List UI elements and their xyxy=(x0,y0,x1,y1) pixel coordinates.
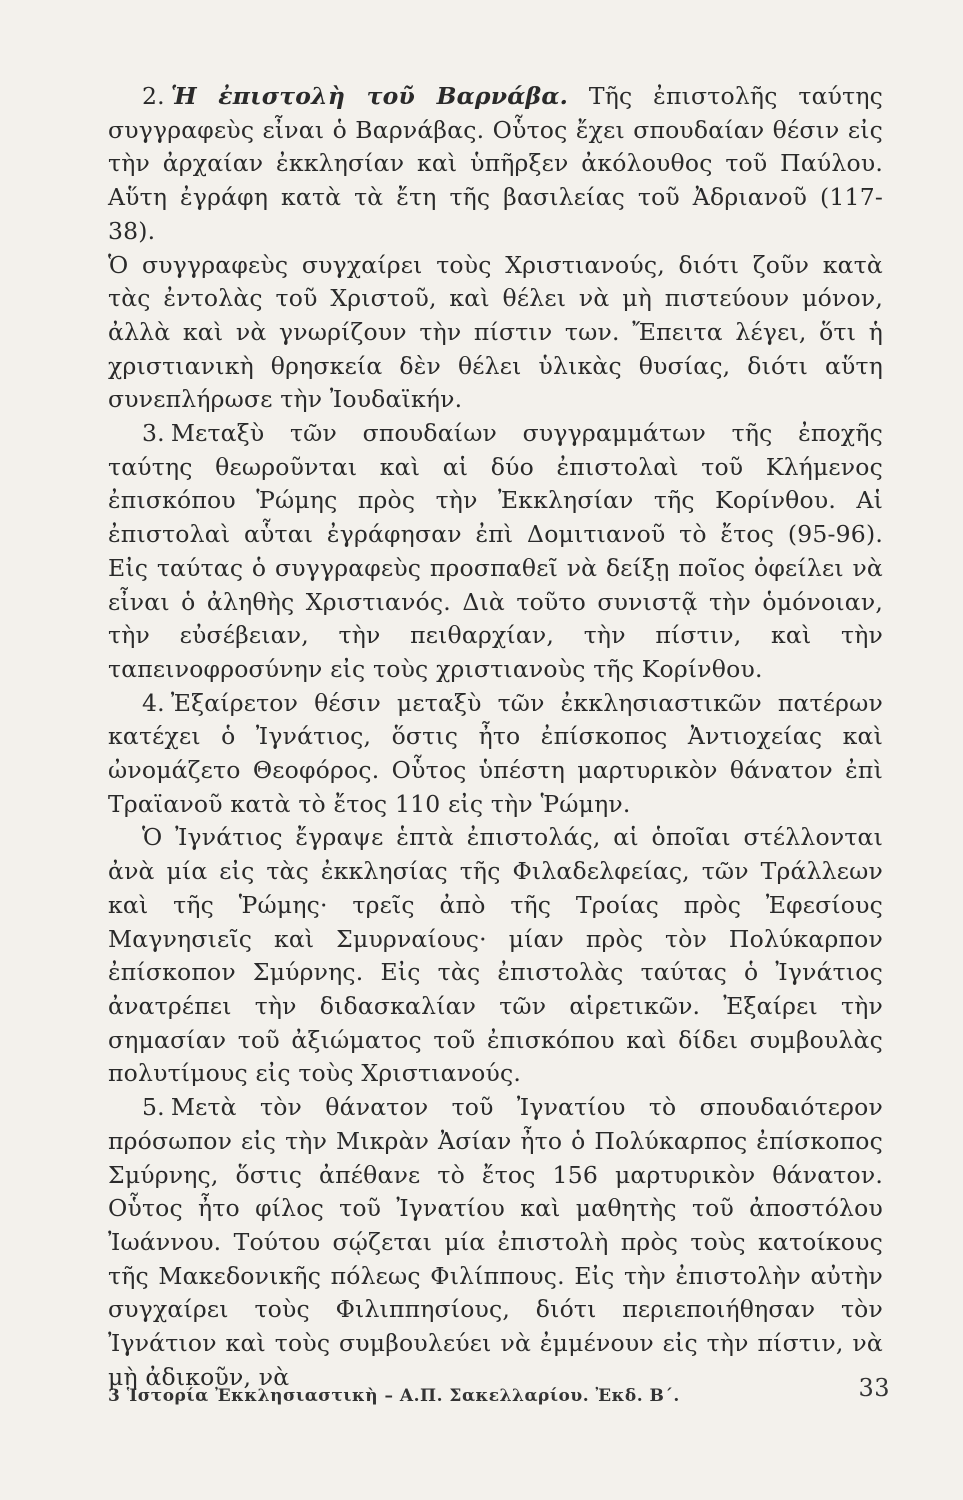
section-2-number: 2. xyxy=(142,82,165,110)
section-5-text: Μετὰ τὸν θάνατον τοῦ Ἰγνατίου τὸ σπουδαιότερον πρόσωπον εἰς τὴν Μικρὰν Ἀσίαν ἦτο ὁ Πολύκαρπος ἐπίσκοπος Σμύρνης, ὅστις ἀπέθανε τὸ ἔτος 156 μαρτυρικὸν θάνατον. Οὗτος ἦτο φίλος τοῦ Ἰγνατίου καὶ μαθητὴς τοῦ ἀποστόλου Ἰωάννου. Τούτου σῴζεται μία ἐπιστολὴ πρὸς τοὺς κατοίκους τῆς Μακεδονικῆς πόλεως Φιλίππους. Εἰς τὴν ἐπιστολὴν αὐτὴν συγχαίρει τοὺς Φιλιππησίους, διότι περιεποιήθησαν τὸν Ἰγνάτιον καὶ τοὺς συμβουλεύει νὰ ἐμμένουν εἰς τὴν πίστιν, νὰ μὴ ἀδικοῦν, νὰ xyxy=(108,1093,883,1391)
section-5-paragraph xyxy=(108,1091,883,1394)
section-2-paragraph-1: Τῆς ἐπιστολῆς ταύτης συγγραφεὺς εἶναι ὁ Βαρνάβας. Οὗτος ἔχει σπουδαίαν θέσιν εἰς τὴν ἀρχαίαν ἐκκλησίαν καὶ ὑπῆρξεν ἀκόλουθος τοῦ Παύλου. Αὕτη ἐγράφη κατὰ τὰ ἔτη τῆς βασιλείας τοῦ Ἀδριανοῦ (117-38). xyxy=(108,82,883,245)
section-2-heading: Ἡ ἐπιστολὴ τοῦ Βαρνάβα. xyxy=(170,82,569,110)
section-5-number: 5. xyxy=(142,1093,165,1122)
section-4-paragraph-1 xyxy=(108,687,883,822)
page-body xyxy=(108,80,883,1420)
footer-signature: 3 Ἱστορία Ἐκκλησιαστικὴ – Α.Π. Σακελλαρίου. Ἐκδ. Β΄. xyxy=(108,1386,680,1406)
section-3-paragraph xyxy=(108,417,883,687)
section-2-paragraph-2: Ὁ συγγραφεὺς συγχαίρει τοὺς Χριστιανούς, διότι ζοῦν κατὰ τὰς ἐντολὰς τοῦ Χριστοῦ, καὶ θέλει νὰ μὴ πιστεύουν μόνον, ἀλλὰ καὶ νὰ γνωρίζουν τὴν πίστιν των. Ἔπειτα λέγει, ὅτι ἡ χριστιανικὴ θρησκεία δὲν θέλει ὑλικὰς θυσίας, διότι αὕτη συνεπλήρωσε τὴν Ἰουδαϊκήν. xyxy=(108,250,883,414)
page-footer xyxy=(108,1374,890,1406)
section-3-number: 3. xyxy=(142,419,165,448)
page-number: 33 xyxy=(858,1374,890,1402)
section-4-number: 4. xyxy=(142,688,165,717)
section-4-paragraph-2: Ὁ Ἰγνάτιος ἔγραψε ἑπτὰ ἐπιστολάς, αἱ ὁποῖαι στέλλονται ἀνὰ μία εἰς τὰς ἐκκλησίας τῆς Φιλαδελφείας, τῶν Τράλλεων καὶ τῆς Ῥώμης· τρεῖς ἀπὸ τῆς Τροίας πρὸς Ἐφεσίους Μαγνησιεῖς καὶ Σμυρναίους· μίαν πρὸς τὸν Πολύκαρπον ἐπίσκοπον Σμύρνης. Εἰς τὰς ἐπιστολὰς ταύτας ὁ Ἰγνάτιος ἀνατρέπει τὴν διδασκαλίαν τῶν αἱρετικῶν. Ἐξαίρει τὴν σημασίαν τοῦ ἀξιώματος τοῦ ἐπισκόπου καὶ δίδει συμβουλὰς πολυτίμους εἰς τοὺς Χριστιανούς. xyxy=(108,823,883,1088)
section-3-text: Μεταξὺ τῶν σπουδαίων συγγραμμάτων τῆς ἐποχῆς ταύτης θεωροῦνται καὶ αἱ δύο ἐπιστολαὶ τοῦ Κλήμενος ἐπισκόπου Ῥώμης πρὸς τὴν Ἐκκλησίαν τῆς Κορίνθου. Αἱ ἐπιστολαὶ αὗται ἐγράφησαν ἐπὶ Δομιτιανοῦ τὸ ἔτος (95-96). Εἰς ταύτας ὁ συγγραφεὺς προσπαθεῖ νὰ δείξῃ ποῖος ὀφείλει νὰ εἶναι ὁ ἀληθὴς Χριστιανός. Διὰ τοῦτο συνιστᾷ τὴν ὁμόνοιαν, τὴν εὐσέβειαν, τὴν πειθαρχίαν, τὴν πίστιν, καὶ τὴν ταπεινοφροσύνην εἰς τοὺς χριστιανοὺς τῆς Κορίνθου. xyxy=(108,419,883,683)
section-2-intro xyxy=(108,80,883,249)
section-4-text-1: Ἐξαίρετον θέσιν μεταξὺ τῶν ἐκκλησιαστικῶν πατέρων κατέχει ὁ Ἰγνάτιος, ὅστις ἦτο ἐπίσκοπος Ἀντιοχείας καὶ ὠνομάζετο Θεοφόρος. Οὗτος ὑπέστη μαρτυρικὸν θάνατον ἐπὶ Τραϊανοῦ κατὰ τὸ ἔτος 110 εἰς τὴν Ῥώμην. xyxy=(108,688,883,818)
